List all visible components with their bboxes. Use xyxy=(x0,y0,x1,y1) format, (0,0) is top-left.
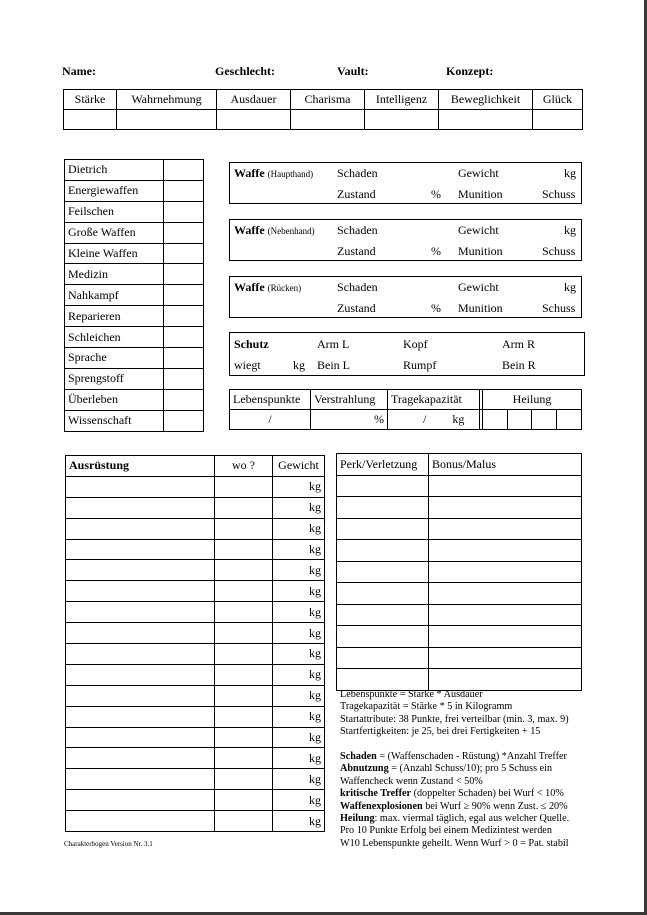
equipment-location-cell[interactable] xyxy=(215,685,273,706)
perk-row xyxy=(337,475,582,497)
attribute-header: Wahrnehmung xyxy=(117,90,217,110)
radiation-unit: % xyxy=(374,412,384,426)
ammo-label: Munition xyxy=(458,187,503,201)
skill-label: Energiewaffen xyxy=(65,180,164,201)
equipment-weight-cell[interactable] xyxy=(273,497,325,518)
equipment-row xyxy=(66,560,325,581)
skill-value-cell[interactable] xyxy=(164,410,204,431)
rules-notes xyxy=(340,689,585,850)
note-line: Waffencheck wenn Zustand < 50% xyxy=(340,775,483,787)
equipment-item-cell[interactable] xyxy=(66,748,215,769)
skill-value-cell[interactable] xyxy=(164,368,204,389)
equipment-weight-cell[interactable] xyxy=(273,769,325,790)
equipment-location-cell[interactable] xyxy=(215,476,273,497)
equipment-row xyxy=(66,727,325,748)
equipment-item-cell[interactable] xyxy=(66,685,215,706)
equipment-row xyxy=(66,602,325,623)
equipment-location-cell[interactable] xyxy=(215,560,273,581)
perk-row xyxy=(337,561,582,583)
equipment-location-cell[interactable] xyxy=(215,602,273,623)
skill-row xyxy=(65,264,204,285)
skill-label: Feilschen xyxy=(65,201,164,222)
skill-row xyxy=(65,410,204,431)
carry-separator: / xyxy=(423,412,427,426)
equipment-row xyxy=(66,790,325,811)
weight-unit: kg xyxy=(309,479,321,494)
weapon-title: Waffe (Haupthand) xyxy=(234,166,314,180)
perk-cell[interactable] xyxy=(337,626,429,648)
equipment-location-cell[interactable] xyxy=(215,518,273,539)
note-line: W10 Lebenspunkte geheilt. Wenn Wurf > 0 = Pat. stabil xyxy=(340,837,569,849)
skill-row xyxy=(65,327,204,348)
equipment-item-cell[interactable] xyxy=(66,706,215,727)
equipment-location-cell[interactable] xyxy=(215,664,273,685)
weight-unit: kg xyxy=(309,771,321,786)
attributes-header-row xyxy=(64,90,583,110)
weapon-box xyxy=(229,162,582,204)
perk-cell[interactable] xyxy=(337,497,429,519)
weight-unit: kg xyxy=(309,500,321,515)
weight-unit: kg xyxy=(564,223,576,237)
skill-value-cell[interactable] xyxy=(164,180,204,201)
note-line xyxy=(340,739,585,751)
weight-unit: kg xyxy=(309,709,321,724)
bonus-header: Bonus/Malus xyxy=(429,454,582,476)
weapon-box xyxy=(229,219,582,261)
head-label: Kopf xyxy=(403,337,428,351)
attribute-value-cell[interactable] xyxy=(365,110,439,130)
attributes-value-row xyxy=(64,110,583,130)
carry-header: Tragekapazität xyxy=(388,390,480,410)
attribute-value-cell[interactable] xyxy=(117,110,217,130)
equipment-weight-cell[interactable] xyxy=(273,727,325,748)
bonus-cell[interactable] xyxy=(429,669,582,691)
condition-unit: % xyxy=(431,301,441,315)
bonus-cell[interactable] xyxy=(429,561,582,583)
skill-value-cell[interactable] xyxy=(164,243,204,264)
torso-label: Rumpf xyxy=(403,358,437,372)
weight-unit: kg xyxy=(564,166,576,180)
skill-label: Überleben xyxy=(65,389,164,410)
equipment-item-cell[interactable] xyxy=(66,623,215,644)
attributes-table xyxy=(63,89,583,130)
attribute-value-cell[interactable] xyxy=(217,110,291,130)
equipment-row xyxy=(66,685,325,706)
bonus-cell[interactable] xyxy=(429,497,582,519)
healing-box[interactable] xyxy=(507,410,532,430)
equipment-location-cell[interactable] xyxy=(215,539,273,560)
gender-label: Geschlecht: xyxy=(215,64,275,78)
damage-label: Schaden xyxy=(337,166,378,180)
skill-row xyxy=(65,201,204,222)
arm-left-label: Arm L xyxy=(317,337,350,351)
weapon-slot: (Nebenhand) xyxy=(267,226,315,236)
bonus-cell[interactable] xyxy=(429,604,582,626)
equipment-weight-cell[interactable] xyxy=(273,664,325,685)
condition-unit: % xyxy=(431,187,441,201)
perk-cell[interactable] xyxy=(337,647,429,669)
equipment-item-cell[interactable] xyxy=(66,518,215,539)
note-line: Waffenexplosionen bei Wurf ≥ 90% wenn Zust. ≤ 20% xyxy=(340,800,568,812)
equipment-table xyxy=(65,455,325,832)
weight-label: Gewicht xyxy=(458,166,499,180)
equipment-location-cell[interactable] xyxy=(215,811,273,832)
skill-value-cell[interactable] xyxy=(164,264,204,285)
damage-label: Schaden xyxy=(337,223,378,237)
attribute-value-cell[interactable] xyxy=(64,110,117,130)
skill-value-cell[interactable] xyxy=(164,327,204,348)
note-line: Schaden = (Waffenschaden - Rüstung) *Anzahl Treffer xyxy=(340,751,567,763)
bonus-cell[interactable] xyxy=(429,626,582,648)
equipment-row xyxy=(66,581,325,602)
perk-cell[interactable] xyxy=(337,583,429,605)
weight-unit: kg xyxy=(309,813,321,828)
perk-row xyxy=(337,518,582,540)
weight-unit: kg xyxy=(309,646,321,661)
equipment-weight-cell[interactable] xyxy=(273,644,325,665)
damage-label: Schaden xyxy=(337,280,378,294)
skill-row xyxy=(65,389,204,410)
equipment-weight-cell[interactable] xyxy=(273,602,325,623)
attribute-header: Ausdauer xyxy=(217,90,291,110)
attribute-header: Beweglichkeit xyxy=(439,90,533,110)
equipment-item-cell[interactable] xyxy=(66,811,215,832)
skill-label: Kleine Waffen xyxy=(65,243,164,264)
equipment-item-cell[interactable] xyxy=(66,560,215,581)
equipment-location-cell[interactable] xyxy=(215,706,273,727)
equipment-item-cell[interactable] xyxy=(66,727,215,748)
healing-box[interactable] xyxy=(532,410,557,430)
healing-box[interactable] xyxy=(557,410,582,430)
note-line: Tragekapazität = Stärke * 5 in Kilogramm xyxy=(340,701,513,713)
weight-unit: kg xyxy=(309,750,321,765)
carry-cell[interactable] xyxy=(388,410,480,430)
equipment-item-cell[interactable] xyxy=(66,790,215,811)
equipment-location-cell[interactable] xyxy=(215,497,273,518)
skill-row xyxy=(65,285,204,306)
ammo-unit: Schuss xyxy=(542,244,576,258)
version-label: Charakterbogen Version Nr. 3.1 xyxy=(64,840,153,848)
equipment-item-cell[interactable] xyxy=(66,497,215,518)
equipment-weight-cell[interactable] xyxy=(273,518,325,539)
bonus-cell[interactable] xyxy=(429,647,582,669)
ammo-unit: Schuss xyxy=(542,187,576,201)
perk-row xyxy=(337,604,582,626)
vault-label: Vault: xyxy=(337,64,369,78)
equipment-weight-cell[interactable] xyxy=(273,581,325,602)
equipment-item-cell[interactable] xyxy=(66,769,215,790)
healing-header: Heilung xyxy=(483,390,582,410)
leg-left-label: Bein L xyxy=(317,358,350,372)
equipment-weight-cell[interactable] xyxy=(273,685,325,706)
equipment-item-cell[interactable] xyxy=(66,644,215,665)
skill-row xyxy=(65,222,204,243)
skill-row xyxy=(65,306,204,327)
equipment-row xyxy=(66,623,325,644)
weight-unit: kg xyxy=(309,730,321,745)
weight-label: Gewicht xyxy=(458,223,499,237)
perk-cell[interactable] xyxy=(337,540,429,562)
ammo-unit: Schuss xyxy=(542,301,576,315)
equipment-row xyxy=(66,539,325,560)
equipment-location-cell[interactable] xyxy=(215,769,273,790)
weapon-box xyxy=(229,276,582,318)
location-header: wo ? xyxy=(215,456,273,477)
name-label: Name: xyxy=(62,64,96,78)
equipment-row xyxy=(66,497,325,518)
equipment-row xyxy=(66,769,325,790)
skill-value-cell[interactable] xyxy=(164,306,204,327)
weight-unit: kg xyxy=(309,792,321,807)
note-line: Abnutzung = (Anzahl Schuss/10); pro 5 Schuss ein xyxy=(340,763,553,775)
equipment-weight-cell[interactable] xyxy=(273,476,325,497)
equipment-weight-cell[interactable] xyxy=(273,811,325,832)
bonus-cell[interactable] xyxy=(429,583,582,605)
skills-table xyxy=(64,159,204,432)
skill-label: Medizin xyxy=(65,264,164,285)
equipment-location-cell[interactable] xyxy=(215,644,273,665)
ammo-label: Munition xyxy=(458,244,503,258)
skill-label: Wissenschaft xyxy=(65,410,164,431)
skill-value-cell[interactable] xyxy=(164,348,204,369)
stats-table xyxy=(229,389,582,430)
note-line: kritische Treffer (doppelter Schaden) bei Wurf < 10% xyxy=(340,788,564,800)
weapon-title: Waffe (Rücken) xyxy=(234,280,302,294)
weapon-title: Waffe (Nebenhand) xyxy=(234,223,315,237)
skill-value-cell[interactable] xyxy=(164,201,204,222)
equipment-weight-cell[interactable] xyxy=(273,623,325,644)
note-line: Startattribute: 38 Punkte, frei verteilbar (min. 3, max. 9) xyxy=(340,713,569,725)
skill-row xyxy=(65,180,204,201)
perk-cell[interactable] xyxy=(337,475,429,497)
equipment-row xyxy=(66,748,325,769)
note-line: Lebenspunkte = Stärke * Ausdauer xyxy=(340,689,483,700)
weighs-label: wiegt xyxy=(234,358,261,372)
skill-label: Reparieren xyxy=(65,306,164,327)
weight-unit: kg xyxy=(309,583,321,598)
note-line: Pro 10 Punkte Erfolg bei einem Medizintest werden xyxy=(340,825,552,837)
equipment-weight-cell[interactable] xyxy=(273,560,325,581)
perk-row xyxy=(337,497,582,519)
skill-row xyxy=(65,243,204,264)
equipment-weight-cell[interactable] xyxy=(273,748,325,769)
skill-label: Sprache xyxy=(65,348,164,369)
attribute-header: Intelligenz xyxy=(365,90,439,110)
skill-row xyxy=(65,368,204,389)
skill-value-cell[interactable] xyxy=(164,389,204,410)
ammo-label: Munition xyxy=(458,301,503,315)
hp-header: Lebenspunkte xyxy=(230,390,311,410)
attribute-value-cell[interactable] xyxy=(439,110,533,130)
condition-label: Zustand xyxy=(337,244,376,258)
equipment-item-cell[interactable] xyxy=(66,539,215,560)
skill-row xyxy=(65,348,204,369)
skill-value-cell[interactable] xyxy=(164,285,204,306)
note-line: Heilung: max. viermal täglich, egal aus welcher Quelle. xyxy=(340,813,570,825)
arm-right-label: Arm R xyxy=(502,337,535,351)
skill-label: Dietrich xyxy=(65,160,164,181)
weight-unit: kg xyxy=(309,604,321,619)
weight-unit: kg xyxy=(309,625,321,640)
equipment-row xyxy=(66,644,325,665)
perk-cell[interactable] xyxy=(337,518,429,540)
protection-title: Schutz xyxy=(234,337,269,351)
equipment-header: Ausrüstung xyxy=(66,456,215,477)
perk-header: Perk/Verletzung xyxy=(337,454,429,476)
perk-row xyxy=(337,626,582,648)
perk-cell[interactable] xyxy=(337,561,429,583)
protection-box xyxy=(229,332,585,376)
perk-row xyxy=(337,540,582,562)
equipment-weight-cell[interactable] xyxy=(273,706,325,727)
attribute-header: Charisma xyxy=(291,90,365,110)
attribute-header: Glück xyxy=(533,90,583,110)
equipment-row xyxy=(66,664,325,685)
perk-row xyxy=(337,669,582,691)
weight-label: Gewicht xyxy=(458,280,499,294)
equipment-row xyxy=(66,811,325,832)
equipment-item-cell[interactable] xyxy=(66,664,215,685)
equipment-item-cell[interactable] xyxy=(66,476,215,497)
skill-label: Schleichen xyxy=(65,327,164,348)
weight-unit: kg xyxy=(309,688,321,703)
attribute-header: Stärke xyxy=(64,90,117,110)
weight-header: Gewicht xyxy=(273,456,325,477)
equipment-row xyxy=(66,476,325,497)
equipment-weight-cell[interactable] xyxy=(273,790,325,811)
equipment-row xyxy=(66,518,325,539)
weight-unit: kg xyxy=(309,521,321,536)
weight-unit: kg xyxy=(309,562,321,577)
equipment-location-cell[interactable] xyxy=(215,790,273,811)
equipment-item-cell[interactable] xyxy=(66,602,215,623)
skill-label: Nahkampf xyxy=(65,285,164,306)
weapon-slot: (Haupthand) xyxy=(267,169,314,179)
condition-label: Zustand xyxy=(337,187,376,201)
equipment-location-cell[interactable] xyxy=(215,727,273,748)
attribute-value-cell[interactable] xyxy=(291,110,365,130)
carry-unit: kg xyxy=(452,412,465,426)
weight-unit: kg xyxy=(309,667,321,682)
bonus-cell[interactable] xyxy=(429,518,582,540)
skill-label: Große Waffen xyxy=(65,222,164,243)
weight-unit: kg xyxy=(564,280,576,294)
weapon-slot: (Rücken) xyxy=(267,283,302,293)
skill-value-cell[interactable] xyxy=(164,222,204,243)
concept-label: Konzept: xyxy=(446,64,494,78)
perk-row xyxy=(337,647,582,669)
equipment-row xyxy=(66,706,325,727)
hp-cell[interactable] xyxy=(230,410,311,430)
weight-unit: kg xyxy=(309,542,321,556)
attribute-value-cell[interactable] xyxy=(533,110,583,130)
perk-row xyxy=(337,583,582,605)
perk-cell[interactable] xyxy=(337,669,429,691)
leg-right-label: Bein R xyxy=(502,358,536,372)
weighs-unit: kg xyxy=(293,358,305,372)
perks-table xyxy=(336,453,582,691)
skill-value-cell[interactable] xyxy=(164,160,204,181)
equipment-location-cell[interactable] xyxy=(215,623,273,644)
skill-row xyxy=(65,160,204,181)
healing-box[interactable] xyxy=(483,410,508,430)
equipment-location-cell[interactable] xyxy=(215,581,273,602)
radiation-header: Verstrahlung xyxy=(311,390,388,410)
condition-unit: % xyxy=(431,244,441,258)
condition-label: Zustand xyxy=(337,301,376,315)
radiation-cell[interactable] xyxy=(311,410,388,430)
note-line: Startfertigkeiten: je 25, bei drei Fertigkeiten + 15 xyxy=(340,726,541,738)
equipment-location-cell[interactable] xyxy=(215,748,273,769)
equipment-item-cell[interactable] xyxy=(66,581,215,602)
bonus-cell[interactable] xyxy=(429,475,582,497)
bonus-cell[interactable] xyxy=(429,540,582,562)
hp-separator: / xyxy=(268,412,272,426)
perk-cell[interactable] xyxy=(337,604,429,626)
equipment-weight-cell[interactable] xyxy=(273,539,325,560)
skill-label: Sprengstoff xyxy=(65,368,164,389)
